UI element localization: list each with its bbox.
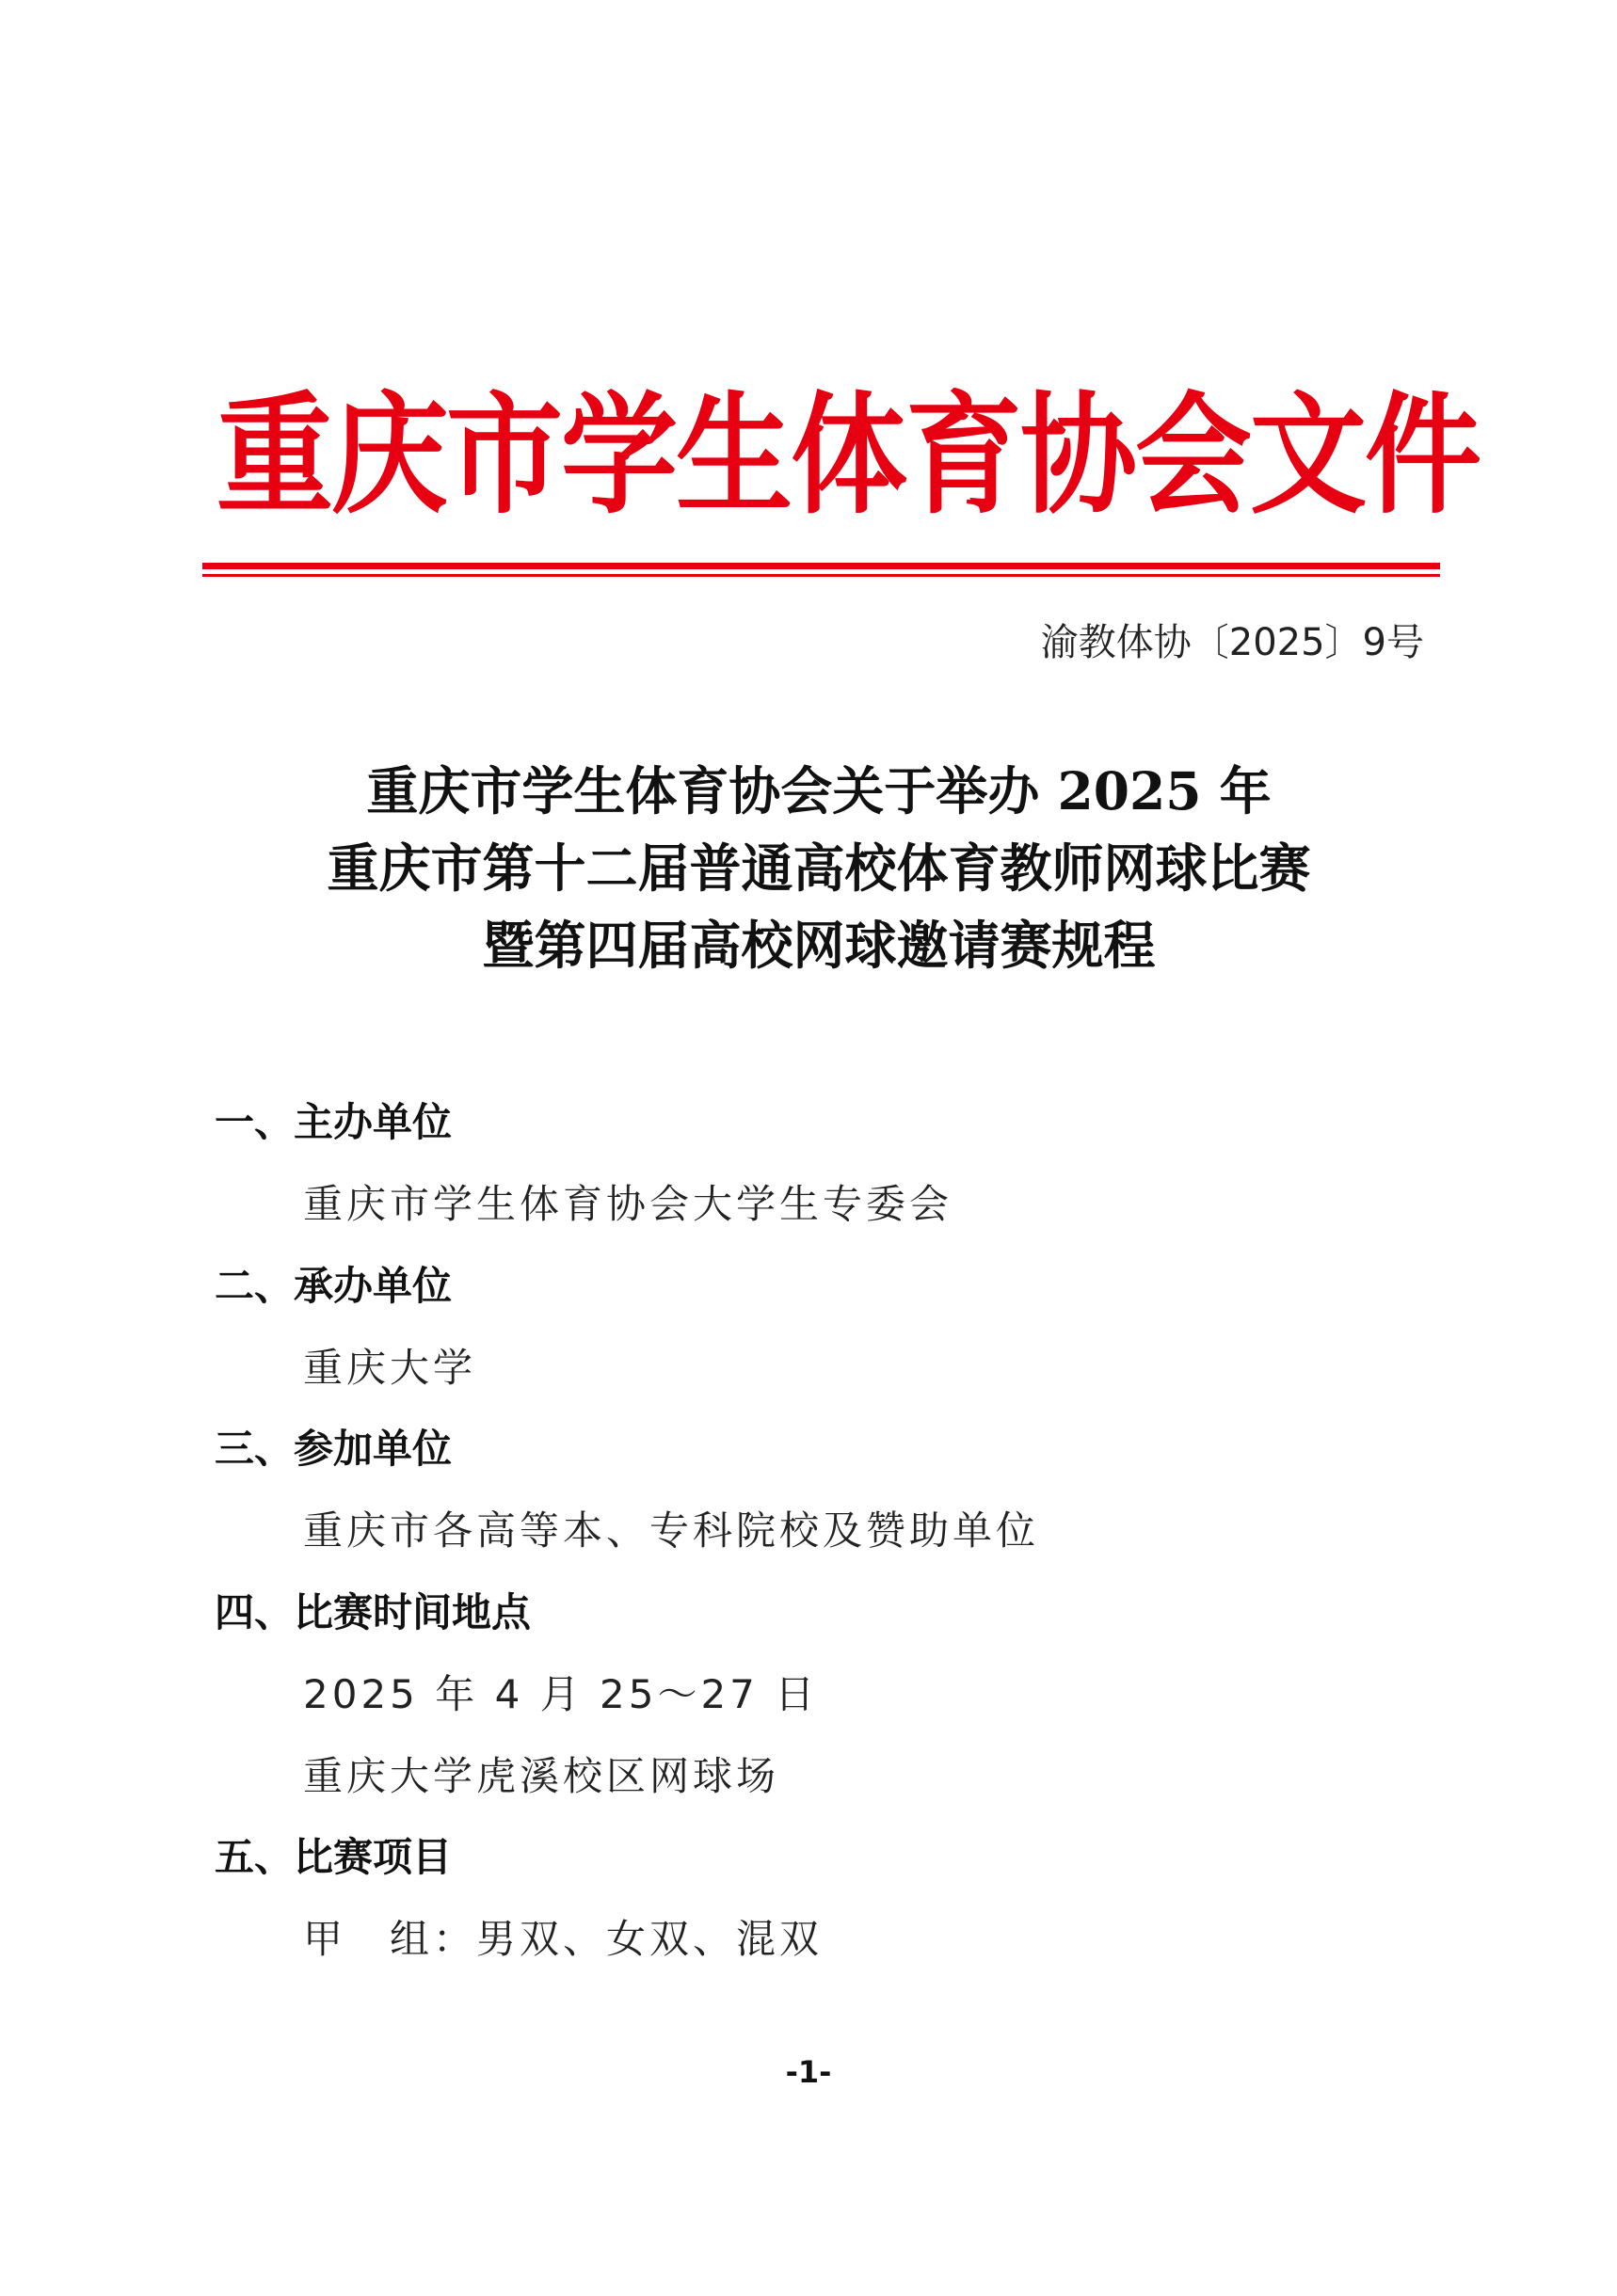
section-heading-events: 五、比赛项目 xyxy=(215,1834,453,1880)
section-text-organizer: 重庆市学生体育协会大学生专委会 xyxy=(303,1181,953,1227)
masthead-red-rule xyxy=(202,563,1440,569)
section-text-host: 重庆大学 xyxy=(303,1345,477,1391)
section-heading-time-venue: 四、比赛时间地点 xyxy=(215,1589,532,1635)
section-heading-host: 二、承办单位 xyxy=(215,1263,453,1309)
title-line: 暨第四届高校网球邀请赛规程 xyxy=(482,915,1156,976)
document-number: 渝教体协〔2025〕9号 xyxy=(1040,621,1424,664)
masthead-red-rule-thin xyxy=(202,574,1440,577)
section-text-venue: 重庆大学虎溪校区网球场 xyxy=(303,1753,780,1799)
masthead-title: 重庆市学生体育协会文件 xyxy=(216,380,1481,533)
section-text-participants: 重庆市各高等本、专科院校及赞助单位 xyxy=(303,1507,1040,1554)
page-number: -1- xyxy=(785,2054,832,2090)
section-heading-organizer: 一、主办单位 xyxy=(215,1099,453,1145)
section-heading-participants: 三、参加单位 xyxy=(215,1426,453,1472)
title-line: 重庆市学生体育协会关于举办 2025 年 xyxy=(366,760,1272,821)
title-line: 重庆市第十二届普通高校体育教师网球比赛 xyxy=(327,837,1311,899)
document-title xyxy=(141,753,1497,984)
section-text-date: 2025 年 4 月 25～27 日 xyxy=(303,1671,819,1717)
section-text-events: 甲 组：男双、女双、混双 xyxy=(303,1916,824,1962)
